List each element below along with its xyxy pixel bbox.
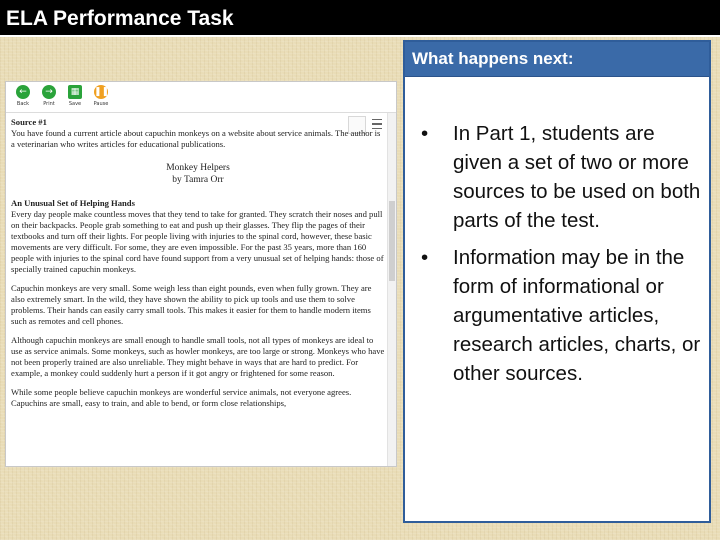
- slide-title-bar: [0, 0, 720, 37]
- slide-title: ELA Performance Task: [6, 7, 234, 30]
- scrollbar-thumb[interactable]: [389, 201, 395, 281]
- paragraph: Although capuchin monkeys are small enough to handle small tools, not all types of monkeys are ideal to use as service animals. Some monkeys, such as howler monkeys, are too large or strong. Monkeys who have not been properly trained are also unreliable. They might behave in ways that are hard to predict. For example, a monkey could suddenly hurt a person if it got angry or frightened for some reason.: [11, 335, 385, 378]
- passage-text: [11, 117, 385, 466]
- forward-arrow-icon: →: [42, 85, 56, 99]
- paragraph: While some people believe capuchin monkeys are wonderful service animals, not everyone agrees. Capuchins are small, easy to train, and able to bend, or form close relationships,: [11, 387, 352, 408]
- source-heading: Source #1: [11, 117, 47, 127]
- passage-scrollbar[interactable]: [387, 113, 396, 466]
- pause-button[interactable]: ❚❚ Pause: [93, 87, 110, 107]
- test-screenshot: [6, 82, 396, 466]
- passage-reader: [6, 112, 396, 466]
- article-byline: by Tamra Orr: [172, 175, 224, 185]
- save-button[interactable]: ▦ Save: [68, 87, 82, 107]
- bullet-icon: •: [421, 122, 429, 145]
- article-subheading: An Unusual Set of Helping Hands: [11, 198, 135, 208]
- article-title: Monkey Helpers: [166, 163, 230, 173]
- bullet-list: [421, 119, 705, 396]
- bullet-text: In Part 1, students are given a set of two or more sources to be used on both parts of the test.: [453, 122, 701, 232]
- bullet-icon: •: [421, 246, 429, 269]
- save-icon: ▦: [68, 85, 82, 99]
- back-arrow-icon: ←: [16, 85, 30, 99]
- pause-icon: ❚❚: [94, 87, 110, 97]
- paragraph: Every day people make countless moves that they tend to take for granted. They scratch their noses and pull on their backpacks. People grab something to eat and push up their glasses. They flip the pages of their textbooks and turn off their lights. For people living with injuries to the spinal cord, however, these basic movements are very difficult. For some, they are even impossible. For the past 35 years, more than 160 people with injuries to the spinal cord have found support from a very unusual set of helping hands: those of specially trained capuchin monkeys.: [11, 209, 384, 274]
- source-intro: You have found a current article about capuchin monkeys on a website about service animals. The author is a veterinarian who writes articles for educational publications.: [11, 128, 381, 149]
- bullet-item: [421, 119, 705, 235]
- panel-heading: What happens next:: [405, 42, 709, 77]
- test-toolbar: [6, 82, 396, 112]
- back-button[interactable]: ← Back: [16, 87, 30, 107]
- bullet-text: Information may be in the form of informational or argumentative articles, research articles, charts, or other sources.: [453, 246, 701, 385]
- what-happens-next-panel: [403, 40, 711, 523]
- print-button[interactable]: → Print: [43, 87, 55, 107]
- title-divider: [0, 35, 720, 37]
- paragraph: Capuchin monkeys are very small. Some weigh less than eight pounds, even when fully grown. They are also extremely smart. In the wild, they have shown the ability to pick up tools and use them to solve problems. Their hands can easily carry small tools. This makes it easier for them to handle modern items such as remotes and cell phones.: [11, 283, 372, 326]
- bullet-item: [421, 243, 705, 388]
